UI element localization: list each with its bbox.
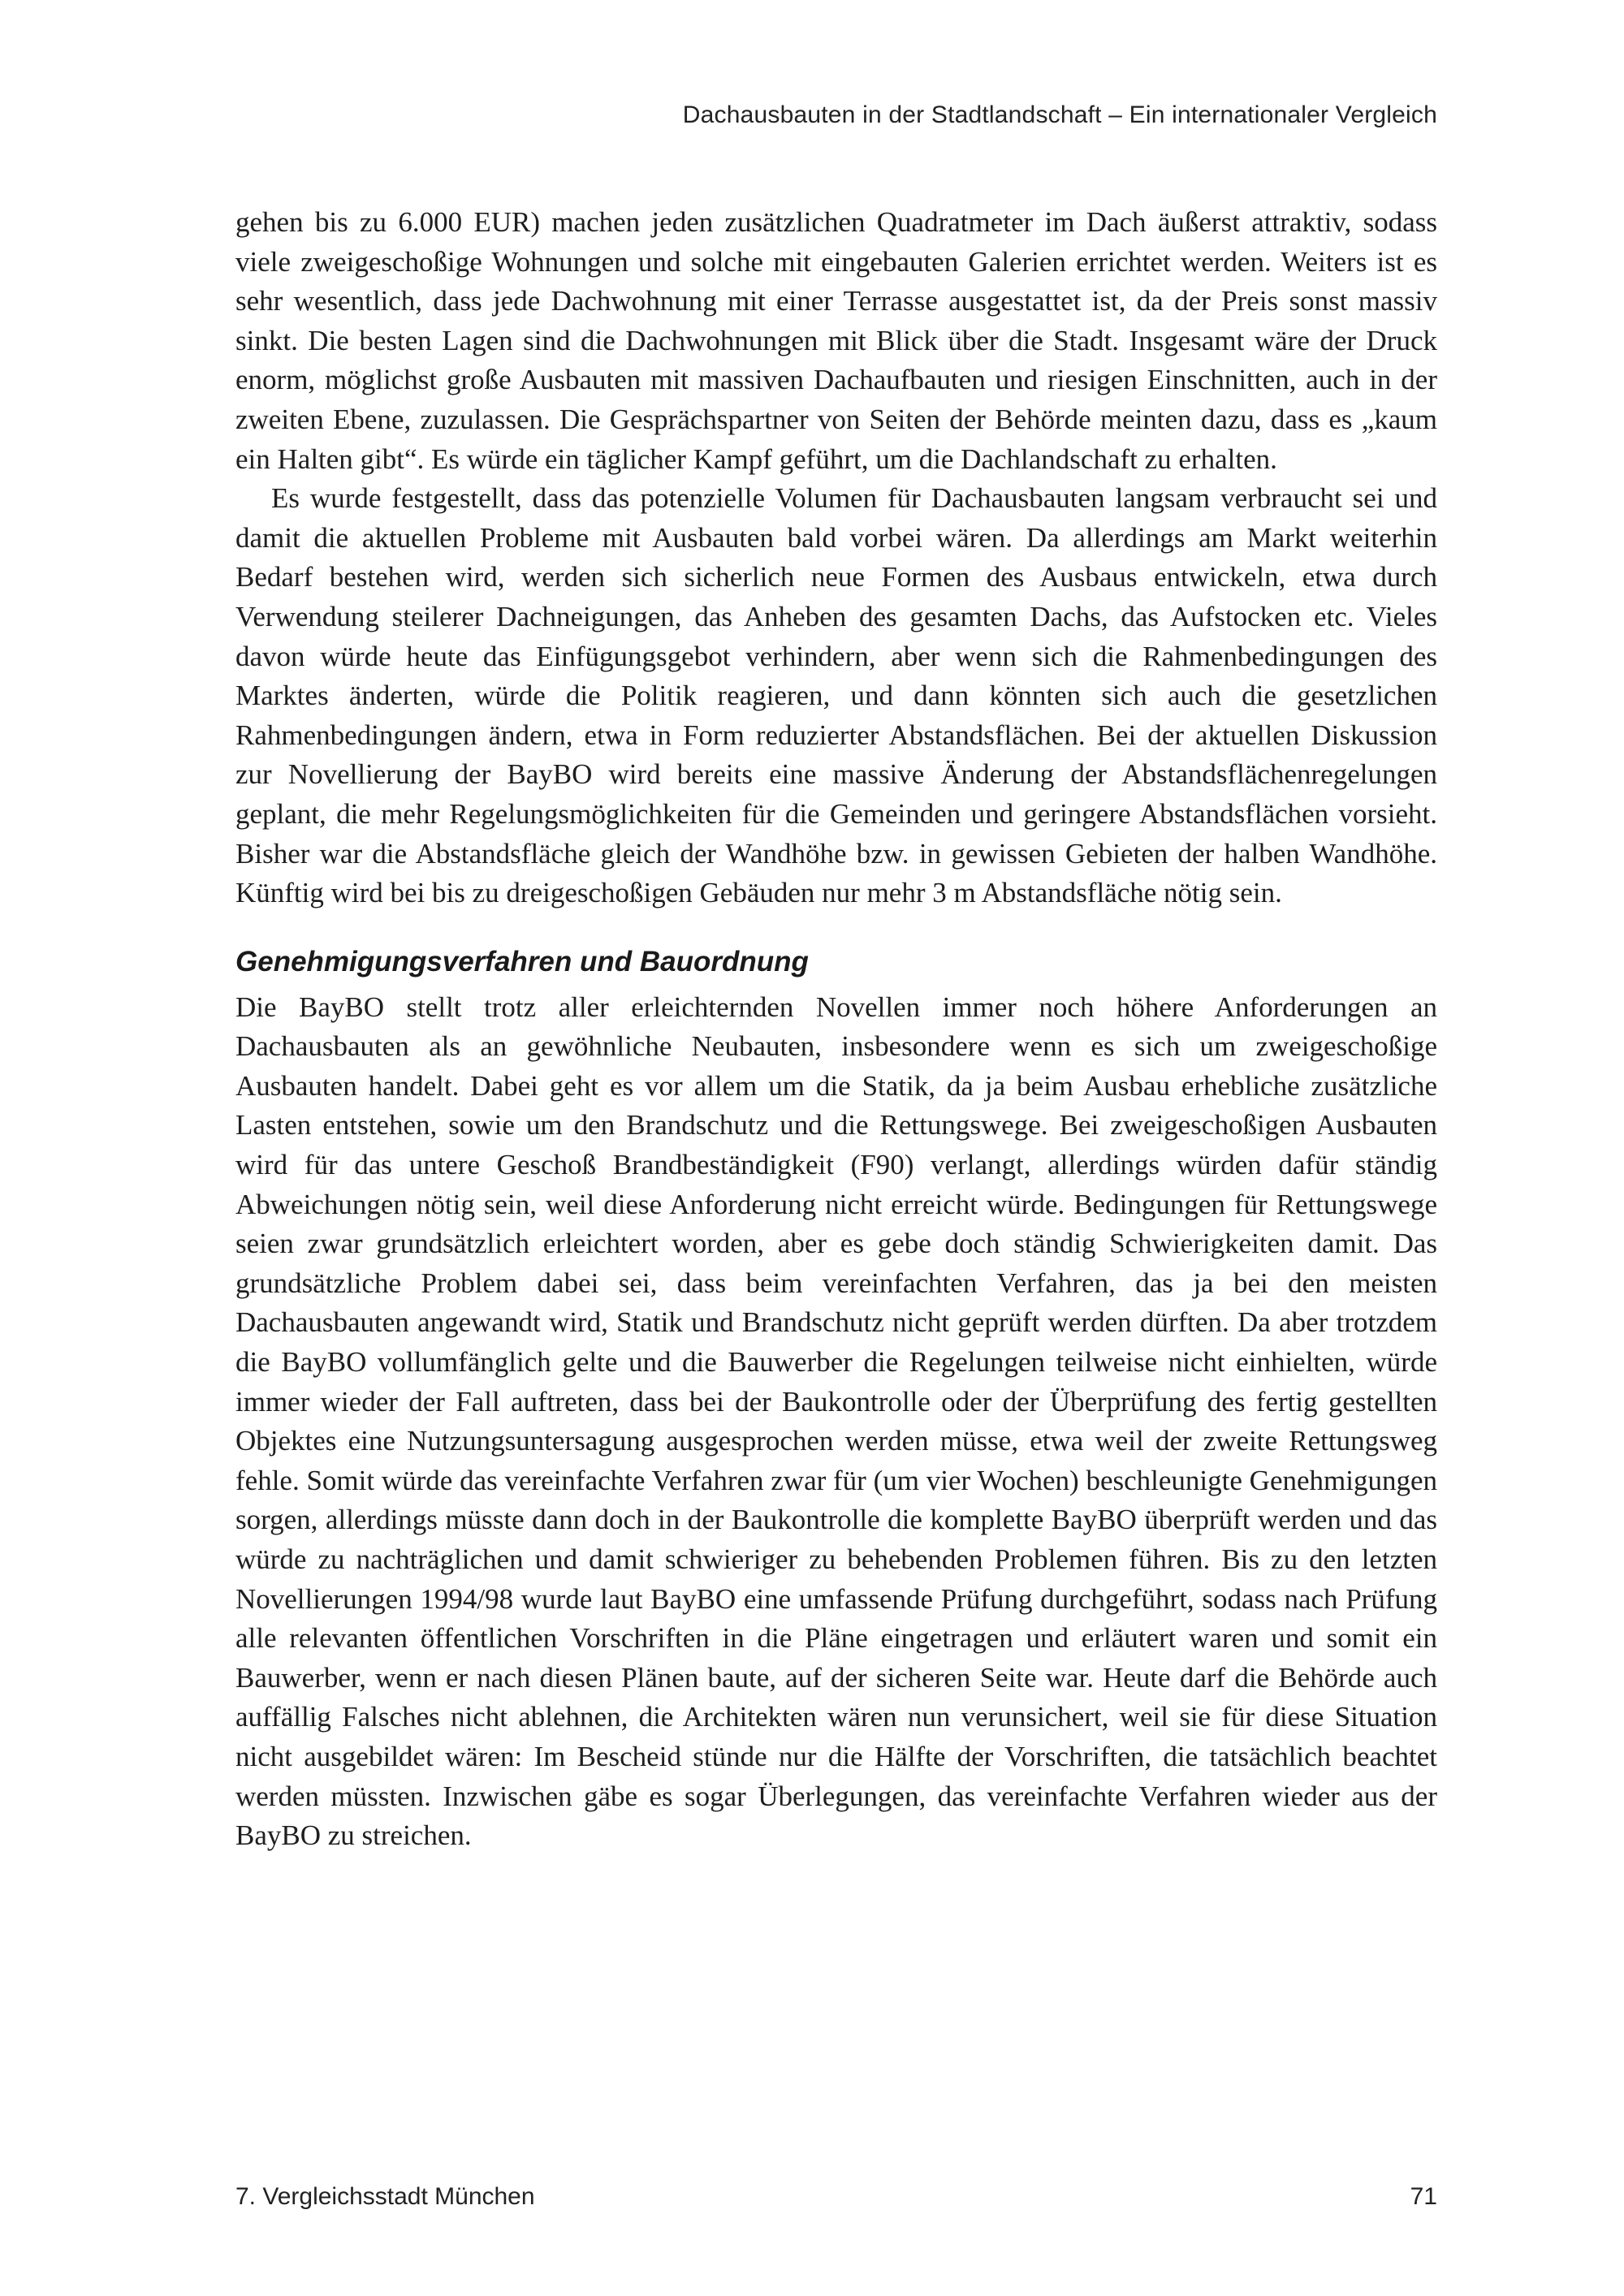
- running-footer: [235, 2181, 1437, 2213]
- body-paragraph: Die BayBO stellt trotz aller erleichternden Novellen immer noch höhere Anforderungen an Dachausbauten als an gewöhnliche Neubauten, insbesondere wenn es sich um zweigeschoßige Ausbauten handelt. Dabei geht es vor allem um die Statik, da ja beim Ausbau erhebliche zusätzliche Lasten entstehen, sowie um den Brandschutz und die Rettungswege. Bei zweigeschoßigen Ausbauten wird für das untere Geschoß Brandbeständigkeit (F90) verlangt, allerdings würden dafür ständig Abweichungen nötig sein, weil diese Anforderung nicht erreicht würde. Bedingungen für Rettungswege seien zwar grundsätzlich erleichtert worden, aber es gebe doch ständig Schwierigkeiten damit. Das grundsätzliche Problem dabei sei, dass beim vereinfachten Verfahren, das ja bei den meisten Dachausbauten angewandt wird, Statik und Brandschutz nicht geprüft werden dürften. Da aber trotzdem die BayBO vollumfänglich gelte und die Bauwerber die Regelungen teilweise nicht einhielten, würde immer wieder der Fall auftreten, dass bei der Baukontrolle oder der Überprüfung des fertig gestellten Objektes eine Nutzungsuntersagung ausgesprochen werden müsse, etwa weil der zweite Rettungsweg fehle. Somit würde das vereinfachte Verfahren zwar für (um vier Wochen) beschleunigte Genehmigungen sorgen, allerdings müsste dann doch in der Baukontrolle die komplette BayBO überprüft werden und das würde zu nachträglichen und damit schwieriger zu behebenden Problemen führen. Bis zu den letzten Novellierungen 1994/98 wurde laut BayBO eine umfassende Prüfung durchgeführt, sodass nach Prüfung alle relevanten öffentlichen Vorschriften in die Pläne eingetragen und erläutert waren und somit ein Bauwerber, wenn er nach diesen Plänen baute, auf der sicheren Seite war. Heute darf die Behörde auch auffällig Falsches nicht ablehnen, die Architekten wären nun verunsichert, weil sie für diese Situation nicht ausgebildet wären: Im Bescheid stünde nur die Hälfte der Vorschriften, die tatsächlich beachtet werden müssten. Inzwischen gäbe es sogar Überlegungen, das vereinfachte Verfahren wieder aus der BayBO zu streichen.: [235, 990, 1437, 1852]
- body-paragraph: gehen bis zu 6.000 EUR) machen jeden zusätzlichen Quadratmeter im Dach äußerst attraktiv, sodass viele zweigeschoßige Wohnungen und solche mit eingebauten Galerien errichtet werden. Weiters ist es sehr wesentlich, dass jede Dachwohnung mit einer Terrasse ausgestattet ist, da der Preis sonst massiv sinkt. Die besten Lagen sind die Dachwohnungen mit Blick über die Stadt. Insgesamt wäre der Druck enorm, möglichst große Ausbauten mit massiven Dachaufbauten und riesigen Einschnitten, auch in der zweiten Ebene, zuzulassen. Die Gesprächspartner von Seiten der Behörde meinten dazu, dass es „kaum ein Halten gibt“. Es würde ein täglicher Kampf geführt, um die Dachlandschaft zu erhalten.: [235, 206, 1437, 475]
- footer-chapter-title: 7. Vergleichsstadt München: [235, 2183, 535, 2210]
- page-content: [235, 203, 1437, 1856]
- page-number: 71: [1410, 2183, 1437, 2210]
- section-heading: Genehmigungsverfahren und Bauordnung: [235, 945, 809, 978]
- running-header: Dachausbauten in der Stadtlandschaft – Ein internationaler Vergleich: [682, 101, 1437, 128]
- body-paragraph: Es wurde festgestellt, dass das potenzielle Volumen für Dachausbauten langsam verbraucht sei und damit die aktuellen Probleme mit Ausbauten bald vorbei wären. Da allerdings am Markt weiterhin Bedarf bestehen wird, werden sich sicherlich neue Formen des Ausbaus entwickeln, etwa durch Verwendung steilerer Dachneigungen, das Anheben des gesamten Dachs, das Aufstocken etc. Vieles davon würde heute das Einfügungsgebot verhindern, aber wenn sich die Rahmenbedingungen des Marktes änderten, würde die Politik reagieren, und dann könnten sich auch die gesetzlichen Rahmenbedingungen ändern, etwa in Form reduzierter Abstandsflächen. Bei der aktuellen Diskussion zur Novellierung der BayBO wird bereits eine massive Änderung der Abstandsflächenregelungen geplant, die mehr Regelungsmöglichkeiten für die Gemeinden und geringere Abstandsflächen vorsieht. Bisher war die Abstandsfläche gleich der Wandhöhe bzw. in gewissen Gebieten der halben Wandhöhe. Künftig wird bei bis zu dreigeschoßigen Gebäuden nur mehr 3 m Abstandsfläche nötig sein.: [235, 482, 1437, 909]
